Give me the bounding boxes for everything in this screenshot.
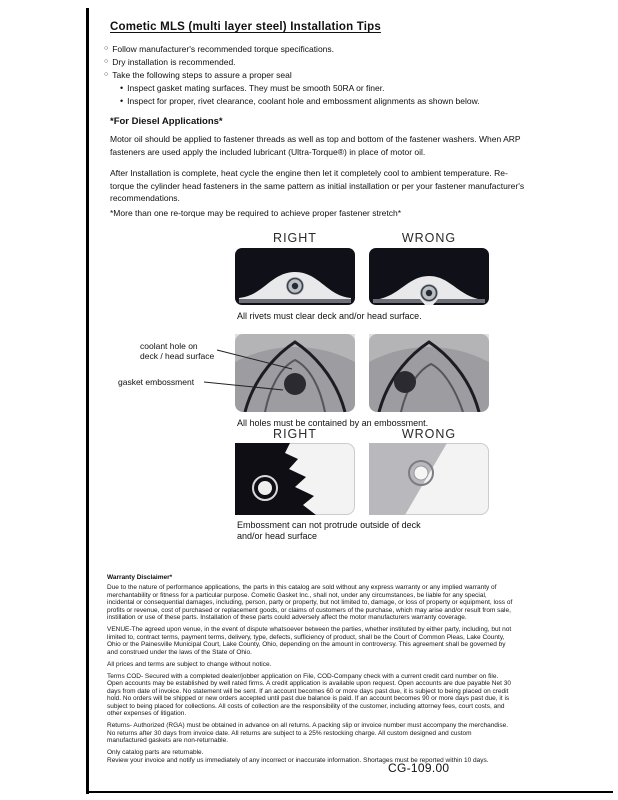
warranty-paragraph: All prices and terms are subject to change without notice. (107, 660, 272, 668)
circle-bullet-icon: ○ (104, 71, 109, 78)
page-title: Cometic MLS (multi layer steel) Installation Tips (110, 21, 381, 33)
embossment-caption: Embossment can not protrude outside of deck and/or head surface (237, 520, 421, 541)
warranty-paragraph: Review your invoice and notify us immediately of any incorrect or inaccurate information. Shortages must be reported within 10 days. (107, 756, 489, 764)
holes-caption: All holes must be contained by an embossment. (237, 418, 429, 428)
diesel-paragraph-2: After Installation is complete, heat cycle the engine then let it completely cool to ambient temperature. Re-torque the cylinder head fasteners in the same pattern as initial installation or per your fastener manufacturer's recommendations. (110, 168, 525, 203)
warranty-paragraph: Due to the nature of performance applications, the parts in this catalog are sold without any express warranty or any implied warranty of merchantability or fitness for a particular purpose. Cometic Gasket Inc., shall not, under any circumstances, be liable for any special, incidental or consequential damages, including, person, party or property, but not limited to, damage, or loss of property or equipment, loss of profits or revenue, cost of purchased or replacement goods, or claims of customers of the purchase, which may arise and/or result from sale, instillation or use of these parts. Installation of these parts could adversely affect the motor manufacturers warranty coverage. (107, 584, 513, 621)
embossment-wrong-diagram (369, 443, 489, 515)
rivet-caption: All rivets must clear deck and/or head surface. (237, 311, 422, 321)
list-item (120, 96, 480, 107)
warranty-paragraph: VENUE-The agreed upon venue, in the event of dispute whatsoever between the parties, whether instituted by either party, including, but not limited to, contract terms, payment terms, delivery, type, defects, sufficiency of product, shall be the Court of Common Pleas, Lake County, Ohio or the Painesville Municipal Court, Lake County, Ohio, depending on the amount in controversy. This agreement shall be governed by and construed under the laws of the State of Ohio. (107, 626, 512, 656)
dot-bullet-icon: • (120, 96, 124, 106)
list-item (104, 44, 334, 55)
subtip-text: Inspect for proper, rivet clearance, coolant hole and embossment alignments as shown below. (127, 96, 480, 106)
list-item (104, 57, 236, 68)
coolant-hole-label-line2: deck / head surface (140, 351, 215, 361)
circle-bullet-icon: ○ (104, 58, 109, 65)
dot-bullet-icon: • (120, 83, 124, 93)
retorque-note: *More than one re-torque may be required to achieve proper fastener stretch* (110, 208, 402, 218)
right-column-header: RIGHT (273, 427, 317, 441)
tip-text: Dry installation is recommended. (112, 57, 236, 67)
warranty-disclaimer-section (107, 574, 513, 769)
rivet-clearance-right-diagram (235, 248, 355, 305)
warranty-paragraph: Terms COD- Secured with a completed dealer/jobber application on File, COD-Company check with a current credit card number on file. Open accounts may be established by well rated firms. A credit application is available upon request. Open accounts are due payable Net 30 days from date of invoice. No statement will be sent. If an account becomes 60 or more days past due, it is subject to being placed on credit hold. No orders will be shipped or new orders accepted until past due balance is paid. If an account becomes 90 or more days past due, it is subject to being placed for collections. All costs of collection are the responsibility of the customer, including attorney fees, court costs, and other expenses of litigation. (107, 672, 511, 717)
subtip-text: Inspect gasket mating surfaces. They must be smooth 50RA or finer. (127, 83, 385, 93)
diesel-heading: *For Diesel Applications* (110, 116, 223, 127)
coolant-hole-label-line1: coolant hole on (140, 341, 198, 351)
circle-bullet-icon: ○ (104, 45, 109, 52)
wrong-column-header: WRONG (401, 427, 457, 441)
page-code: CG-109.00 (388, 761, 450, 775)
page-bottom-border (86, 791, 613, 793)
gasket-embossment-label: gasket embossment (118, 377, 195, 387)
coolant-hole-label (140, 341, 214, 361)
rivet-clearance-wrong-diagram (369, 248, 489, 305)
list-item (104, 70, 292, 81)
page-left-border (86, 8, 89, 794)
diesel-paragraph-1: Motor oil should be applied to fastener threads as well as top and bottom of the fastener washers. When ARP fasteners are used apply the included lubricant (Ultra-Torque®) in place of motor oil. (110, 134, 521, 157)
tip-text: Follow manufacturer's recommended torque specifications. (112, 44, 335, 54)
coolant-hole-right-diagram (235, 334, 355, 412)
tip-text: Take the following steps to assure a proper seal (112, 70, 292, 80)
warranty-paragraph: Returns- Authorized (RGA) must be obtained in advance on all returns. A packing slip or invoice number must accompany the merchandise. No returns after 30 days from invoice date. All returns are subject to a 25% restocking charge. All custom designed and custom manufactured gaskets are non-returnable. (107, 722, 509, 744)
right-column-header: RIGHT (273, 231, 317, 245)
wrong-column-header: WRONG (401, 231, 457, 245)
list-item (120, 83, 385, 94)
warranty-paragraph: Only catalog parts are returnable. (107, 749, 204, 756)
coolant-hole-wrong-diagram (369, 334, 489, 412)
embossment-right-diagram (235, 443, 355, 515)
warranty-heading: Warranty Disclaimer* (107, 574, 173, 581)
